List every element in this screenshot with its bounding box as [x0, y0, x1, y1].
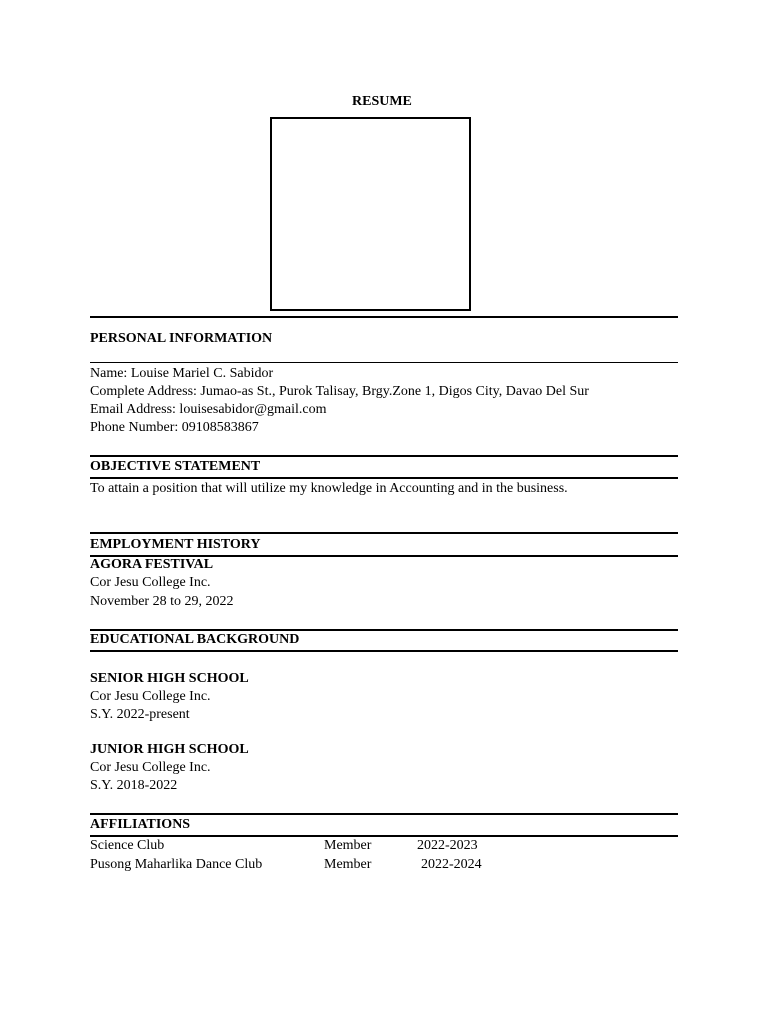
section-divider — [90, 835, 678, 837]
employment-title: AGORA FESTIVAL — [90, 557, 214, 572]
photo-placeholder — [270, 117, 471, 311]
objective-heading: OBJECTIVE STATEMENT — [90, 459, 261, 474]
personal-info-heading: PERSONAL INFORMATION — [90, 331, 273, 346]
section-divider — [90, 362, 678, 363]
affiliation-club: Pusong Maharlika Dance Club — [90, 857, 263, 872]
personal-phone: Phone Number: 09108583867 — [90, 420, 259, 435]
education-heading: EDUCATIONAL BACKGROUND — [90, 632, 300, 647]
objective-text: To attain a position that will utilize my knowledge in Accounting and in the business. — [90, 481, 568, 496]
affiliation-years: 2022-2023 — [417, 838, 478, 853]
education-level: JUNIOR HIGH SCHOOL — [90, 742, 249, 757]
section-divider — [90, 532, 678, 534]
personal-address: Complete Address: Jumao-as St., Purok Talisay, Brgy.Zone 1, Digos City, Davao Del Sur — [90, 384, 589, 399]
section-divider — [90, 477, 678, 479]
education-level: SENIOR HIGH SCHOOL — [90, 671, 249, 686]
personal-name: Name: Louise Mariel C. Sabidor — [90, 366, 274, 381]
affiliation-role: Member — [324, 838, 372, 853]
affiliation-role: Member — [324, 857, 372, 872]
employment-date: November 28 to 29, 2022 — [90, 594, 234, 609]
section-divider — [90, 316, 678, 318]
education-years: S.Y. 2022-present — [90, 707, 190, 722]
section-divider — [90, 813, 678, 815]
employment-heading: EMPLOYMENT HISTORY — [90, 537, 261, 552]
affiliation-years: 2022-2024 — [421, 857, 482, 872]
resume-title: RESUME — [352, 94, 412, 109]
affiliation-club: Science Club — [90, 838, 165, 853]
education-school: Cor Jesu College Inc. — [90, 689, 211, 704]
personal-email: Email Address: louisesabidor@gmail.com — [90, 402, 327, 417]
employment-org: Cor Jesu College Inc. — [90, 575, 211, 590]
section-divider — [90, 629, 678, 631]
section-divider — [90, 455, 678, 457]
section-divider — [90, 650, 678, 652]
education-years: S.Y. 2018-2022 — [90, 778, 178, 793]
education-school: Cor Jesu College Inc. — [90, 760, 211, 775]
affiliations-heading: AFFILIATIONS — [90, 817, 191, 832]
